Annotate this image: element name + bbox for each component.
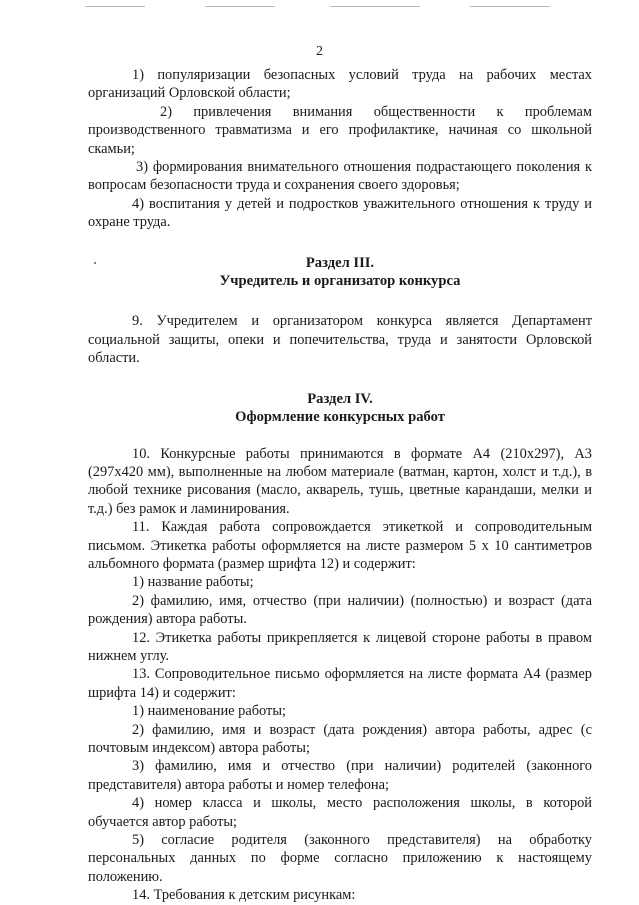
- list-item: 2) привлечения внимания общественности к проблемам производственного травматизма и его профилактике, начиная со школьной скамьи;: [88, 103, 592, 157]
- list-item: 3) фамилию, имя и отчество (при наличии) родителей (законного представителя) автора работы и номер телефона;: [88, 758, 592, 793]
- scan-artifact-line: [330, 6, 420, 7]
- spacer: [88, 290, 592, 312]
- list-item: 1) популяризации безопасных условий труда на рабочих местах организаций Орловской области;: [88, 67, 592, 102]
- paragraph: 12. Этикетка работы прикрепляется к лицевой стороне работы в правом нижнем углу.: [88, 629, 592, 664]
- list-item: 2) фамилию, имя, отчество (при наличии) (полностью) и возраст (дата рождения) автора работы.: [88, 592, 592, 628]
- paragraph: 11. Каждая работа сопровождается этикеткой и сопроводительным письмом. Этикетка работы оформляется на листе размером 5 х 10 сантиметров альбомного формата (размер шрифта 12) и содержит:: [88, 519, 592, 572]
- section-title: Оформление конкурсных работ: [235, 409, 445, 426]
- spacer: [88, 368, 592, 390]
- scan-artifact-line: [470, 6, 550, 7]
- list-item: 2) фамилию, имя и возраст (дата рождения) автора работы, адрес (с почтовым индексом) автора работы;: [88, 721, 592, 756]
- section-title: Учредитель и организатор конкурса: [219, 273, 461, 290]
- scan-artifact-line: [205, 6, 275, 7]
- paragraph: 14. Требования к детским рисункам:: [132, 887, 356, 904]
- list-item: 5) согласие родителя (законного представителя) на обработку персональных данных по форме согласно приложению к настоящему положению.: [88, 832, 592, 885]
- paragraph: 10. Конкурсные работы принимаются в формате А4 (210х297), А3 (297х420 мм), выполненные на любом материале (ватман, картон, холст и т.д.), в любой технике рисования (масло, акварель, тушь, цветные карандаши, мелки и т.д.) без рамок и ламинирования.: [88, 445, 592, 517]
- list-item: 1) название работы;: [132, 574, 254, 591]
- document-body: [88, 66, 592, 905]
- spacer: [88, 232, 592, 254]
- page-number: 2: [316, 44, 323, 59]
- section-heading: Раздел III.: [305, 254, 375, 271]
- list-item: 1) наименование работы;: [132, 703, 287, 720]
- list-item: 4) воспитания у детей и подростков уважительного отношения к труду и охране труда.: [88, 195, 592, 231]
- paragraph: 13. Сопроводительное письмо оформляется на листе формата А4 (размер шрифта 14) и содержит:: [88, 666, 592, 701]
- list-item: 3) формирования внимательного отношения подрастающего поколения к вопросам безопасности труда и сохранения своего здоровья;: [88, 159, 592, 194]
- spacer: [88, 427, 592, 445]
- list-item: 4) номер класса и школы, место расположения школы, в которой обучается автор работы;: [88, 795, 592, 830]
- paragraph: 9. Учредителем и организатором конкурса является Департамент социальной защиты, опеки и попечительства, труда и занятости Орловской области.: [88, 313, 592, 367]
- section-heading: Раздел IV.: [307, 390, 373, 407]
- scan-artifact-line: [85, 6, 145, 7]
